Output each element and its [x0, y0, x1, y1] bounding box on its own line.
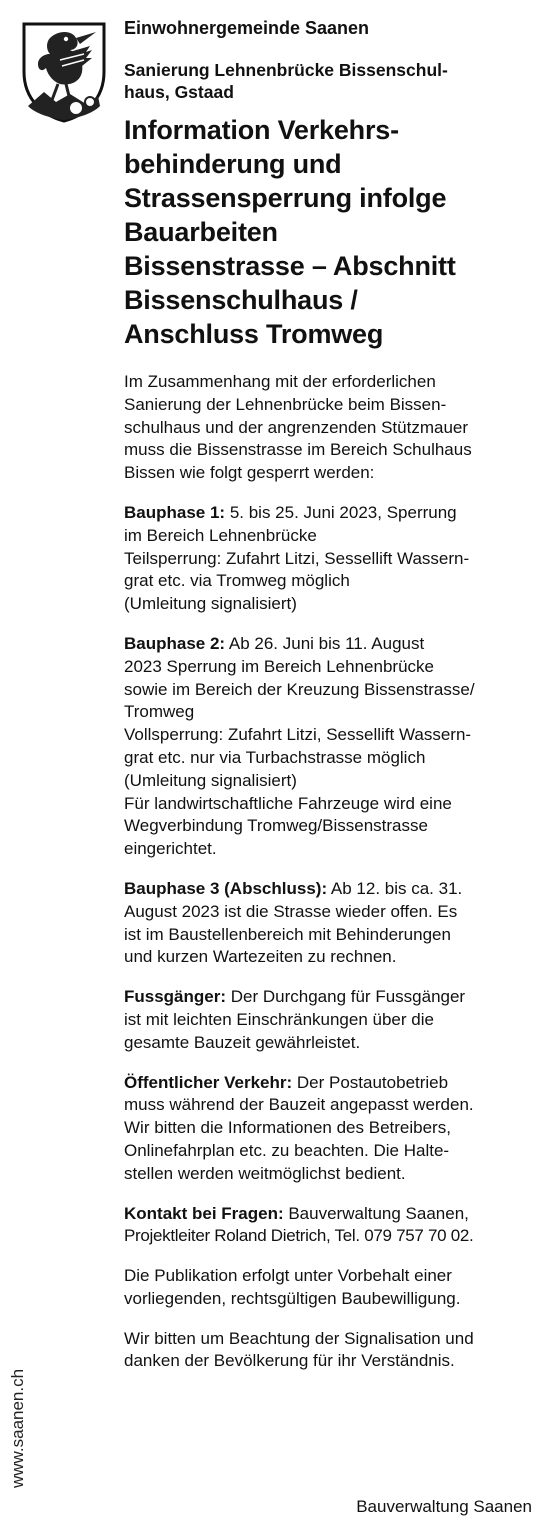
intro-paragraph	[124, 371, 532, 485]
text-line	[124, 633, 532, 656]
text-line: Bissen wie folgt gesperrt werden:	[124, 463, 375, 483]
text-line	[124, 1203, 532, 1226]
headline-line: Information Verkehrs-	[124, 115, 399, 145]
public-transport-paragraph	[124, 1072, 532, 1186]
project-line: haus, Gstaad	[124, 82, 234, 102]
text-line: Vollsperrung: Zufahrt Litzi, Sessellift Wassern-	[124, 725, 472, 745]
text-line: August 2023 ist die Strasse wieder offen. Es	[124, 901, 458, 921]
headline-line: behinderung und	[124, 149, 342, 179]
text-line: Wir bitten um Beachtung der Signalisation und	[124, 1328, 474, 1348]
text-line	[124, 502, 532, 525]
signature: Bauverwaltung Saanen	[356, 1497, 532, 1516]
text-line: Wegverbindung Tromweg/Bissenstrasse	[124, 816, 428, 836]
text-line: Wir bitten die Informationen des Betreibers,	[124, 1118, 451, 1138]
issuer-name: Einwohnergemeinde Saanen	[124, 18, 370, 38]
headline-line: Bauarbeiten	[124, 217, 278, 247]
notice-headline	[124, 113, 532, 351]
text-line	[124, 986, 532, 1009]
phase-2-label: Bauphase 2:	[124, 633, 226, 653]
headline-line: Bissenstrasse – Abschnitt	[124, 251, 456, 281]
text-line	[124, 1072, 532, 1095]
text-line: Die Publikation erfolgt unter Vorbehalt einer	[124, 1266, 452, 1286]
text-line: Onlinefahrplan etc. zu beachten. Die Halte-	[124, 1140, 450, 1160]
text-line: 2023 Sperrung im Bereich Lehnenbrücke	[124, 656, 434, 676]
text-line: (Umleitung signalisiert)	[124, 770, 297, 790]
text-line: muss die Bissenstrasse im Bereich Schulhaus	[124, 440, 472, 460]
text-line: ist im Baustellenbereich mit Behinderungen	[124, 924, 451, 944]
disclaimer-paragraph	[124, 1265, 532, 1311]
phase-2-paragraph	[124, 633, 532, 861]
contact-first-line: Bauverwaltung Saanen,	[283, 1203, 469, 1223]
text-line: (Umleitung signalisiert)	[124, 594, 297, 614]
phase-1-paragraph	[124, 502, 532, 616]
coat-of-arms-logo	[20, 20, 108, 124]
public-transport-first-line: Der Postautobetrieb	[292, 1072, 449, 1092]
headline-line: Strassensperrung infolge	[124, 183, 447, 213]
text-line: eingerichtet.	[124, 839, 217, 859]
notice-content	[124, 18, 532, 1390]
text-line: und kurzen Wartezeiten zu rechnen.	[124, 947, 397, 967]
text-line: muss während der Bauzeit angepasst werden.	[124, 1095, 474, 1115]
text-line: gesamte Bauzeit gewährleistet.	[124, 1032, 361, 1052]
text-line: Projektleiter Roland Dietrich, Tel. 079 757 70 02.	[124, 1226, 474, 1246]
text-line: sowie im Bereich der Kreuzung Bissenstrasse/	[124, 679, 475, 699]
project-title	[124, 59, 532, 103]
headline-line: Anschluss Tromweg	[124, 319, 384, 349]
phase-3-paragraph	[124, 878, 532, 969]
pedestrians-label: Fussgänger:	[124, 987, 227, 1007]
text-line: Teilsperrung: Zufahrt Litzi, Sessellift Wassern-	[124, 548, 470, 568]
text-line: schulhaus und der angrenzenden Stützmauer	[124, 417, 469, 437]
pedestrians-paragraph	[124, 986, 532, 1054]
text-line: grat etc. nur via Turbachstrasse möglich	[124, 747, 426, 767]
pedestrians-first-line: Der Durchgang für Fussgänger	[226, 987, 466, 1007]
text-line: stellen werden weitmöglichst bedient.	[124, 1163, 406, 1183]
text-line: im Bereich Lehnenbrücke	[124, 525, 317, 545]
text-line: grat etc. via Tromweg möglich	[124, 571, 350, 591]
phase-1-label: Bauphase 1:	[124, 502, 226, 522]
text-line: danken der Bevölkerung für ihr Verständnis.	[124, 1351, 455, 1371]
phase-3-first-line: Ab 12. bis ca. 31.	[327, 878, 463, 898]
closing-paragraph	[124, 1328, 532, 1374]
phase-2-first-line: Ab 26. Juni bis 11. August	[225, 633, 425, 653]
headline-line: Bissenschulhaus /	[124, 285, 358, 315]
text-line: Im Zusammenhang mit der erforderlichen	[124, 372, 436, 391]
public-transport-label: Öffentlicher Verkehr:	[124, 1072, 293, 1092]
text-line: Sanierung der Lehnenbrücke beim Bissen-	[124, 394, 447, 414]
text-line	[124, 878, 532, 901]
phase-1-first-line: 5. bis 25. Juni 2023, Sperrung	[225, 502, 457, 522]
text-line: vorliegenden, rechtsgültigen Baubewilligung.	[124, 1288, 461, 1308]
project-line: Sanierung Lehnenbrücke Bissenschul-	[124, 60, 448, 80]
text-line: ist mit leichten Einschränkungen über die	[124, 1009, 434, 1029]
text-line: Tromweg	[124, 702, 195, 722]
contact-label: Kontakt bei Fragen:	[124, 1203, 284, 1223]
phase-3-label: Bauphase 3 (Abschluss):	[124, 878, 328, 898]
text-line: Für landwirtschaftliche Fahrzeuge wird eine	[124, 793, 452, 813]
contact-paragraph	[124, 1203, 532, 1249]
website-url: www.saanen.ch	[8, 1368, 27, 1488]
